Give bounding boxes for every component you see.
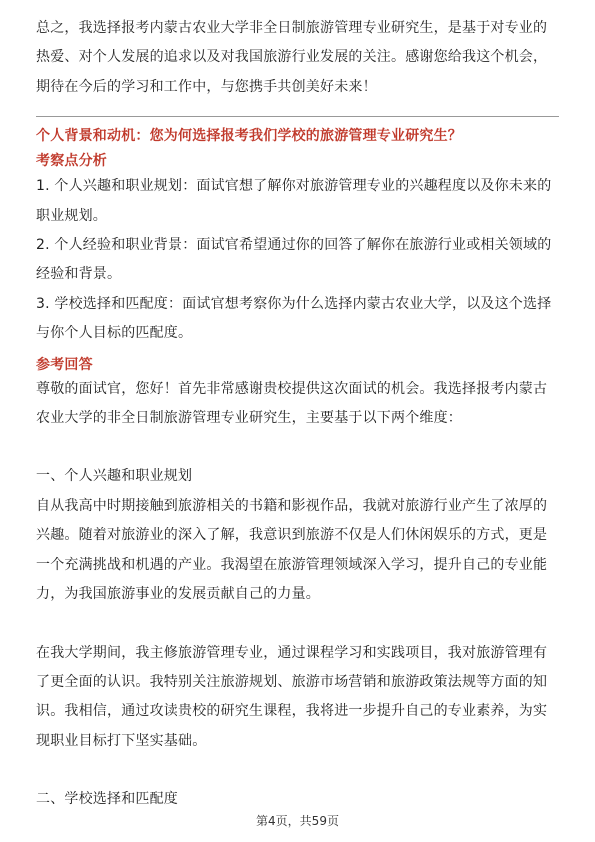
blank-line — [36, 756, 559, 785]
question-title: 个人背景和动机：您为何选择报考我们学校的旅游管理专业研究生？ — [36, 128, 462, 145]
analysis-point-3: 3. 学校选择和匹配度：面试官想考察你为什么选择内蒙古农业大学，以及这个选择与你个人目标的匹配度。 — [36, 295, 552, 342]
document-page — [36, 14, 559, 815]
intro-closing-paragraph: 总之，我选择报考内蒙古农业大学非全日制旅游管理专业研究生，是基于对专业的热爱、对个人发展的追求以及对我国旅游行业发展的关注。感谢您给我这个机会，期待在今后的学习和工作中，与您携手共创美好未来！ — [36, 20, 548, 95]
analysis-heading: 考察点分析 — [36, 153, 107, 170]
answer-intro-paragraph: 尊敬的面试官，您好！首先非常感谢贵校提供这次面试的机会。我选择报考内蒙古农业大学的非全日制旅游管理专业研究生，主要基于以下两个维度： — [36, 380, 548, 427]
section1-paragraph-2: 在我大学期间，我主修旅游管理专业，通过课程学习和实践项目，我对旅游管理有了更全面的认识。我特别关注旅游规划、旅游市场营销和旅游政策法规等方面的知识。我相信，通过攻读贵校的研究生课程，我将进一步提升自己的专业素养，为实现职业目标打下坚实基础。 — [36, 644, 548, 749]
answer-heading: 参考回答 — [36, 356, 93, 373]
section1-title: 一、个人兴趣和职业规划 — [36, 468, 193, 485]
page-number-footer: 第4页，共59页 — [256, 814, 339, 828]
blank-line — [36, 610, 559, 639]
section-divider — [36, 116, 559, 117]
analysis-point-2: 2. 个人经验和职业背景：面试官希望通过你的回答了解你在旅游行业或相关领域的经验和背景。 — [36, 237, 552, 283]
section2-title: 二、学校选择和匹配度 — [36, 791, 178, 808]
blank-line — [36, 433, 559, 462]
section1-paragraph-1: 自从我高中时期接触到旅游相关的书籍和影视作品，我就对旅游行业产生了浓厚的兴趣。随着对旅游业的深入了解，我意识到旅游不仅是人们休闲娱乐的方式，更是一个充满挑战和机遇的产业。我渴望在旅游管理领域深入学习，提升自己的专业能力，为我国旅游事业的发展贡献自己的力量。 — [36, 497, 548, 603]
analysis-point-1: 1. 个人兴趣和职业规划：面试官想了解你对旅游管理专业的兴趣程度以及你未来的职业规划。 — [36, 178, 552, 224]
